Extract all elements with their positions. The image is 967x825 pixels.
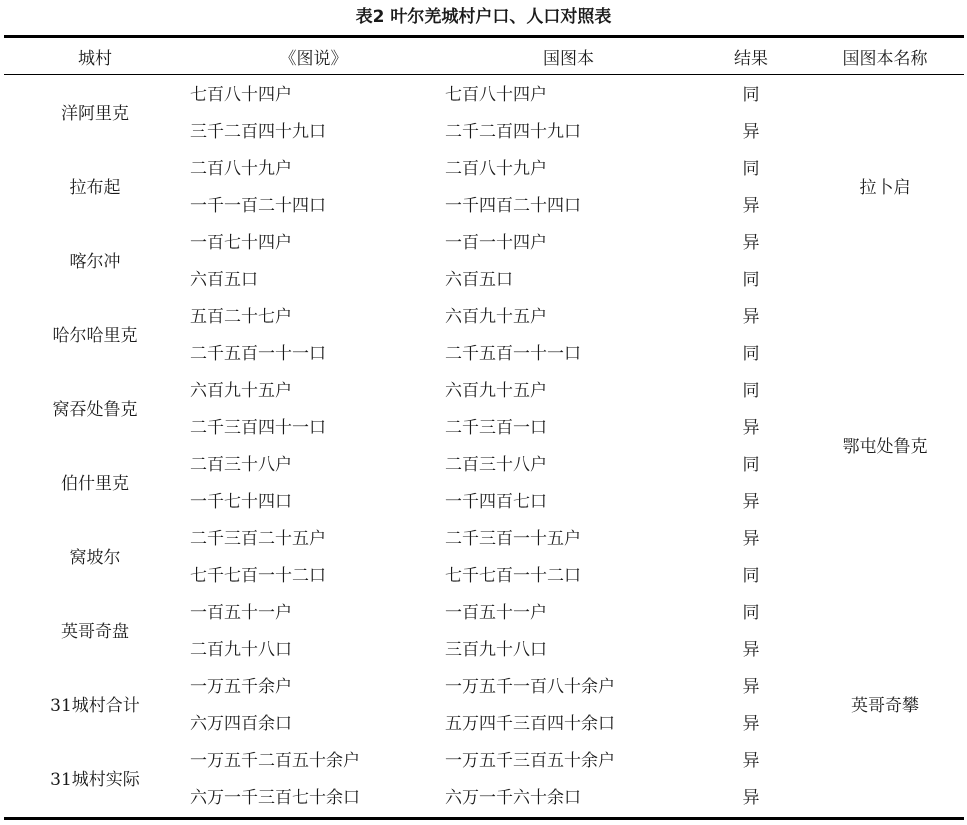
tushuo-value: 一百七十四户 [190, 233, 292, 253]
guotu-value: 六百九十五户 [445, 381, 547, 401]
result-value: 异 [742, 418, 760, 438]
city-name: 31城村实际 [50, 769, 140, 790]
guotu-name: 鄂屯处鲁克 [842, 436, 928, 457]
guotu-value: 三百九十八口 [445, 640, 547, 660]
tushuo-value: 一百五十一户 [190, 603, 292, 623]
guotu-value: 一万五千一百八十余户 [445, 677, 615, 697]
guotu-value: 一万五千三百五十余户 [445, 751, 615, 771]
city-name: 英哥奇盘 [61, 621, 129, 642]
tushuo-value: 二千五百一十一口 [190, 344, 326, 364]
tushuo-value: 七千七百一十二口 [190, 566, 326, 586]
guotu-value: 二千三百一口 [445, 418, 547, 438]
guotu-value: 一千四百七口 [445, 492, 547, 512]
result-value: 异 [742, 751, 760, 771]
tushuo-value: 三千二百四十九口 [190, 122, 326, 142]
city-name: 喀尔冲 [69, 251, 121, 272]
guotu-value: 六万一千六十余口 [445, 788, 581, 808]
table-caption: 表2 叶尔羌城村户口、人口对照表 [355, 7, 612, 27]
result-value: 异 [742, 529, 760, 549]
result-value: 异 [742, 714, 760, 734]
tushuo-value: 七百八十四户 [190, 85, 292, 105]
header-row [4, 38, 964, 74]
result-value: 同 [742, 603, 760, 623]
result-value: 同 [742, 381, 760, 401]
city-name: 窝吞处鲁克 [52, 399, 138, 420]
result-value: 异 [742, 307, 760, 327]
guotu-name: 拉卜启 [859, 177, 911, 198]
guotu-value: 二百三十八户 [445, 455, 547, 475]
result-value: 同 [742, 566, 760, 586]
city-name: 窝坡尔 [69, 547, 121, 568]
tushuo-value: 二百三十八户 [190, 455, 292, 475]
guotu-value: 二千三百一十五户 [445, 529, 581, 549]
guotu-value: 六百五口 [445, 270, 513, 290]
guotu-value: 二百八十九户 [445, 159, 547, 179]
header-city: 城村 [78, 48, 112, 69]
result-value: 异 [742, 788, 760, 808]
table-row [4, 592, 964, 629]
bottom-rule [4, 817, 964, 820]
result-value: 异 [742, 122, 760, 142]
result-value: 同 [742, 85, 760, 105]
tushuo-value: 六万四百余口 [190, 714, 292, 734]
guotu-value: 七百八十四户 [445, 85, 547, 105]
guotu-value: 七千七百一十二口 [445, 566, 581, 586]
header-guotu-name: 国图本名称 [842, 48, 928, 69]
result-value: 异 [742, 196, 760, 216]
guotu-value: 五万四千三百四十余口 [445, 714, 615, 734]
tushuo-value: 二千三百四十一口 [190, 418, 326, 438]
tushuo-value: 六百五口 [190, 270, 258, 290]
table-row [4, 296, 964, 333]
tushuo-value: 二千三百二十五户 [190, 529, 326, 549]
city-name: 洋阿里克 [61, 103, 129, 124]
result-value: 同 [742, 455, 760, 475]
guotu-value: 一百一十四户 [445, 233, 547, 253]
tushuo-value: 一千一百二十四口 [190, 196, 326, 216]
tushuo-value: 二百九十八口 [190, 640, 292, 660]
tushuo-value: 一万五千二百五十余户 [190, 751, 360, 771]
header-guotu: 国图本 [543, 48, 594, 69]
guotu-value: 二千二百四十九口 [445, 122, 581, 142]
result-value: 同 [742, 344, 760, 364]
city-name: 拉布起 [69, 177, 121, 198]
result-value: 异 [742, 677, 760, 697]
tushuo-value: 六万一千三百七十余口 [190, 788, 360, 808]
tushuo-value: 一千七十四口 [190, 492, 292, 512]
comparison-table [4, 38, 964, 814]
result-value: 异 [742, 233, 760, 253]
tushuo-value: 五百二十七户 [190, 307, 292, 327]
header-tushuo: 《图说》 [279, 48, 348, 69]
city-name: 哈尔哈里克 [52, 325, 138, 346]
result-value: 同 [742, 270, 760, 290]
guotu-value: 一千四百二十四口 [445, 196, 581, 216]
result-value: 异 [742, 492, 760, 512]
table-row [4, 74, 964, 111]
guotu-value: 六百九十五户 [445, 307, 547, 327]
tushuo-value: 一万五千余户 [190, 677, 292, 697]
guotu-value: 二千五百一十一口 [445, 344, 581, 364]
guotu-value: 一百五十一户 [445, 603, 547, 623]
city-name: 伯什里克 [61, 473, 129, 494]
city-name: 31城村合计 [50, 695, 140, 716]
guotu-name: 英哥奇攀 [851, 695, 919, 716]
tushuo-value: 六百九十五户 [190, 381, 292, 401]
tushuo-value: 二百八十九户 [190, 159, 292, 179]
result-value: 异 [742, 640, 760, 660]
result-value: 同 [742, 159, 760, 179]
header-result: 结果 [734, 48, 768, 69]
